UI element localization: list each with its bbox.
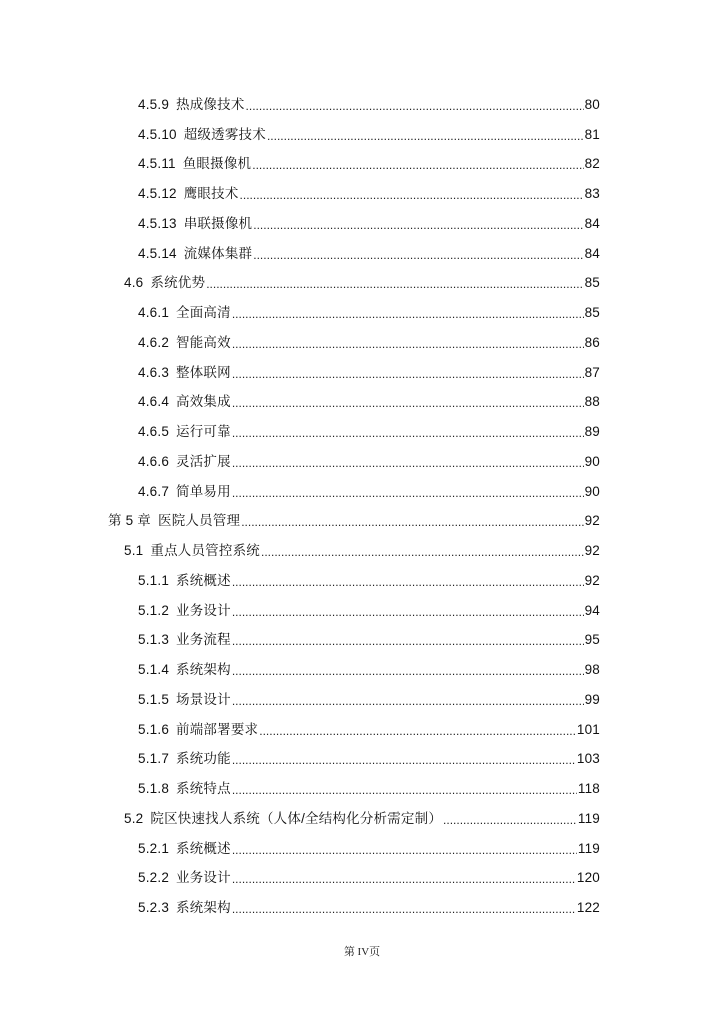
toc-dot-leader	[232, 574, 584, 588]
toc-entry-page: 87	[584, 364, 600, 380]
toc-entry[interactable]	[0, 891, 724, 921]
toc-entry[interactable]	[0, 415, 724, 445]
toc-entry-number: 5.1.8	[138, 781, 170, 797]
table-of-contents	[0, 88, 724, 921]
toc-entry[interactable]	[0, 564, 724, 594]
toc-entry[interactable]	[0, 534, 724, 564]
toc-entry-page: 118	[577, 781, 600, 797]
toc-dot-leader	[267, 128, 584, 142]
toc-entry-text	[138, 420, 600, 440]
toc-dot-leader	[206, 276, 583, 290]
toc-entry-page: 119	[577, 810, 600, 826]
toc-entry[interactable]	[0, 802, 724, 832]
toc-entry-text	[138, 182, 600, 202]
toc-entry[interactable]	[0, 683, 724, 713]
toc-entry-text	[108, 509, 600, 529]
toc-dot-leader	[240, 187, 584, 201]
toc-entry-page: 85	[584, 275, 600, 291]
toc-entry-number: 4.5.13	[138, 215, 177, 231]
toc-entry-title: 高效集成	[176, 394, 231, 410]
toc-entry-text	[138, 480, 600, 500]
toc-entry-page: 83	[584, 186, 600, 202]
toc-entry-title: 医院人员管理	[158, 513, 241, 529]
toc-entry-page: 120	[576, 870, 600, 886]
toc-entry-number: 4.6.6	[138, 453, 170, 469]
toc-entry-text	[138, 777, 600, 797]
toc-entry[interactable]	[0, 653, 724, 683]
toc-entry-number: 4.5.14	[138, 245, 177, 261]
toc-entry[interactable]	[0, 743, 724, 773]
toc-entry-number: 5.2	[124, 810, 144, 826]
toc-entry-title: 业务设计	[176, 870, 231, 886]
toc-entry-text	[124, 807, 600, 827]
toc-entry-number: 5.2.1	[138, 840, 170, 856]
toc-entry-title: 灵活扩展	[176, 453, 231, 469]
toc-entry-title: 系统架构	[176, 900, 231, 916]
page-number-label: 第 IV页	[343, 946, 381, 958]
toc-entry-text	[138, 331, 600, 351]
toc-entry-number: 4.6.7	[138, 483, 170, 499]
toc-entry-text	[138, 152, 600, 172]
toc-entry[interactable]	[0, 713, 724, 743]
toc-entry[interactable]	[0, 237, 724, 267]
toc-dot-leader	[232, 395, 584, 409]
toc-entry-title: 业务设计	[176, 602, 231, 618]
toc-entry-title: 系统概述	[176, 572, 231, 588]
toc-entry-page: 103	[576, 751, 600, 767]
toc-entry-number: 4.6.4	[138, 394, 170, 410]
toc-entry-page: 92	[584, 572, 600, 588]
toc-entry-text	[138, 718, 600, 738]
toc-dot-leader	[252, 157, 583, 171]
toc-entry-text	[138, 123, 600, 143]
toc-entry-title: 简单易用	[176, 483, 231, 499]
toc-entry-title: 热成像技术	[176, 96, 245, 112]
toc-dot-leader	[232, 752, 576, 766]
toc-entry-page: 92	[584, 543, 600, 559]
toc-entry-title: 超级透雾技术	[183, 126, 266, 142]
toc-entry-page: 90	[584, 453, 600, 469]
toc-dot-leader	[253, 217, 583, 231]
toc-dot-leader	[232, 871, 576, 885]
toc-dot-leader	[443, 812, 577, 826]
toc-dot-leader	[241, 514, 583, 528]
toc-entry-number: 5.1.4	[138, 662, 170, 678]
toc-dot-leader	[232, 901, 576, 915]
toc-entry-page: 88	[584, 394, 600, 410]
toc-entry[interactable]	[0, 505, 724, 535]
toc-dot-leader	[232, 693, 584, 707]
toc-entry[interactable]	[0, 296, 724, 326]
toc-entry-title: 重点人员管控系统	[150, 543, 260, 559]
toc-entry-number: 4.6.5	[138, 424, 170, 440]
toc-entry-text	[138, 212, 600, 232]
toc-entry-text	[124, 539, 600, 559]
toc-entry[interactable]	[0, 326, 724, 356]
toc-dot-leader	[232, 425, 584, 439]
toc-entry-page: 90	[584, 483, 600, 499]
toc-entry-number: 4.6	[124, 275, 144, 291]
toc-entry-text	[138, 361, 600, 381]
toc-entry-number: 第 5 章	[108, 513, 152, 529]
toc-entry-page: 101	[576, 721, 600, 737]
toc-entry-number: 5.1.3	[138, 632, 170, 648]
toc-entry-title: 系统特点	[176, 781, 231, 797]
toc-entry-page: 92	[584, 513, 600, 529]
toc-entry-text	[138, 628, 600, 648]
toc-entry-title: 系统概述	[176, 840, 231, 856]
toc-entry-number: 4.6.2	[138, 334, 170, 350]
toc-entry-number: 5.1.1	[138, 572, 170, 588]
toc-entry[interactable]	[0, 862, 724, 892]
toc-entry-number: 5.2.2	[138, 870, 170, 886]
toc-entry-text	[138, 896, 600, 916]
toc-entry-page: 81	[584, 126, 600, 142]
toc-entry[interactable]	[0, 267, 724, 297]
toc-entry-number: 4.5.10	[138, 126, 177, 142]
toc-entry-number: 5.2.3	[138, 900, 170, 916]
toc-entry-title: 场景设计	[176, 691, 231, 707]
toc-entry-page: 82	[584, 156, 600, 172]
toc-entry-number: 5.1.6	[138, 721, 170, 737]
toc-entry[interactable]	[0, 177, 724, 207]
toc-entry-page: 86	[584, 334, 600, 350]
toc-entry-text	[138, 747, 600, 767]
toc-entry-number: 4.5.9	[138, 96, 170, 112]
toc-entry[interactable]	[0, 356, 724, 386]
toc-dot-leader	[232, 306, 584, 320]
toc-dot-leader	[261, 544, 584, 558]
toc-entry[interactable]	[0, 475, 724, 505]
toc-entry[interactable]	[0, 118, 724, 148]
toc-entry-page: 80	[584, 96, 600, 112]
toc-entry-title: 运行可靠	[176, 424, 231, 440]
page-footer	[0, 943, 724, 959]
toc-entry-title: 系统架构	[176, 662, 231, 678]
toc-dot-leader	[232, 366, 584, 380]
toc-entry-text	[138, 837, 600, 857]
toc-entry-title: 串联摄像机	[183, 215, 253, 231]
toc-entry-text	[138, 569, 600, 589]
toc-entry[interactable]	[0, 445, 724, 475]
toc-entry[interactable]	[0, 386, 724, 416]
toc-entry-page: 84	[584, 245, 600, 261]
toc-dot-leader	[232, 336, 584, 350]
toc-entry-title: 鹰眼技术	[183, 186, 239, 202]
toc-dot-leader	[232, 485, 584, 499]
toc-entry-title: 系统优势	[150, 275, 206, 291]
toc-entry[interactable]	[0, 772, 724, 802]
toc-entry-text	[138, 599, 600, 619]
toc-entry-title: 智能高效	[176, 334, 231, 350]
toc-dot-leader	[259, 723, 576, 737]
toc-entry-page: 122	[576, 900, 600, 916]
toc-entry-title: 前端部署要求	[176, 721, 259, 737]
toc-entry[interactable]	[0, 148, 724, 178]
toc-entry[interactable]	[0, 207, 724, 237]
toc-entry-page: 98	[584, 662, 600, 678]
toc-dot-leader	[232, 782, 577, 796]
toc-entry-text	[124, 271, 600, 291]
toc-entry-number: 4.5.12	[138, 186, 177, 202]
toc-entry[interactable]	[0, 624, 724, 654]
toc-entry-title: 全面高清	[176, 305, 231, 321]
toc-dot-leader	[253, 247, 583, 261]
toc-entry-title: 院区快速找人系统（人体/全结构化分析需定制）	[150, 810, 443, 826]
toc-dot-leader	[232, 663, 584, 677]
toc-entry-page: 89	[584, 424, 600, 440]
toc-entry-text	[138, 688, 600, 708]
toc-entry-number: 5.1.2	[138, 602, 170, 618]
toc-entry-number: 4.6.1	[138, 305, 170, 321]
toc-entry-page: 119	[577, 840, 600, 856]
toc-entry-text	[138, 866, 600, 886]
toc-entry-text	[138, 450, 600, 470]
toc-entry-text	[138, 658, 600, 678]
toc-entry-title: 整体联网	[176, 364, 231, 380]
toc-dot-leader	[232, 842, 577, 856]
toc-entry-number: 5.1.7	[138, 751, 170, 767]
toc-entry-title: 流媒体集群	[183, 245, 253, 261]
toc-entry-text	[138, 390, 600, 410]
toc-entry-number: 5.1	[124, 543, 144, 559]
toc-entry-title: 业务流程	[176, 632, 231, 648]
toc-entry[interactable]	[0, 88, 724, 118]
toc-entry-text	[138, 242, 600, 262]
toc-dot-leader	[232, 604, 584, 618]
toc-entry-page: 84	[584, 215, 600, 231]
toc-dot-leader	[232, 633, 584, 647]
toc-entry-number: 5.1.5	[138, 691, 170, 707]
toc-entry-page: 94	[584, 602, 600, 618]
toc-dot-leader	[246, 98, 584, 112]
toc-entry[interactable]	[0, 832, 724, 862]
toc-entry-title: 鱼眼摄像机	[182, 156, 252, 172]
toc-entry-title: 系统功能	[176, 751, 231, 767]
toc-entry-number: 4.5.11	[138, 156, 176, 172]
toc-dot-leader	[232, 455, 584, 469]
toc-entry-page: 85	[584, 305, 600, 321]
toc-entry-text	[138, 301, 600, 321]
toc-entry-text	[138, 93, 600, 113]
toc-entry-page: 99	[584, 691, 600, 707]
toc-entry-number: 4.6.3	[138, 364, 170, 380]
toc-entry[interactable]	[0, 594, 724, 624]
toc-entry-page: 95	[584, 632, 600, 648]
